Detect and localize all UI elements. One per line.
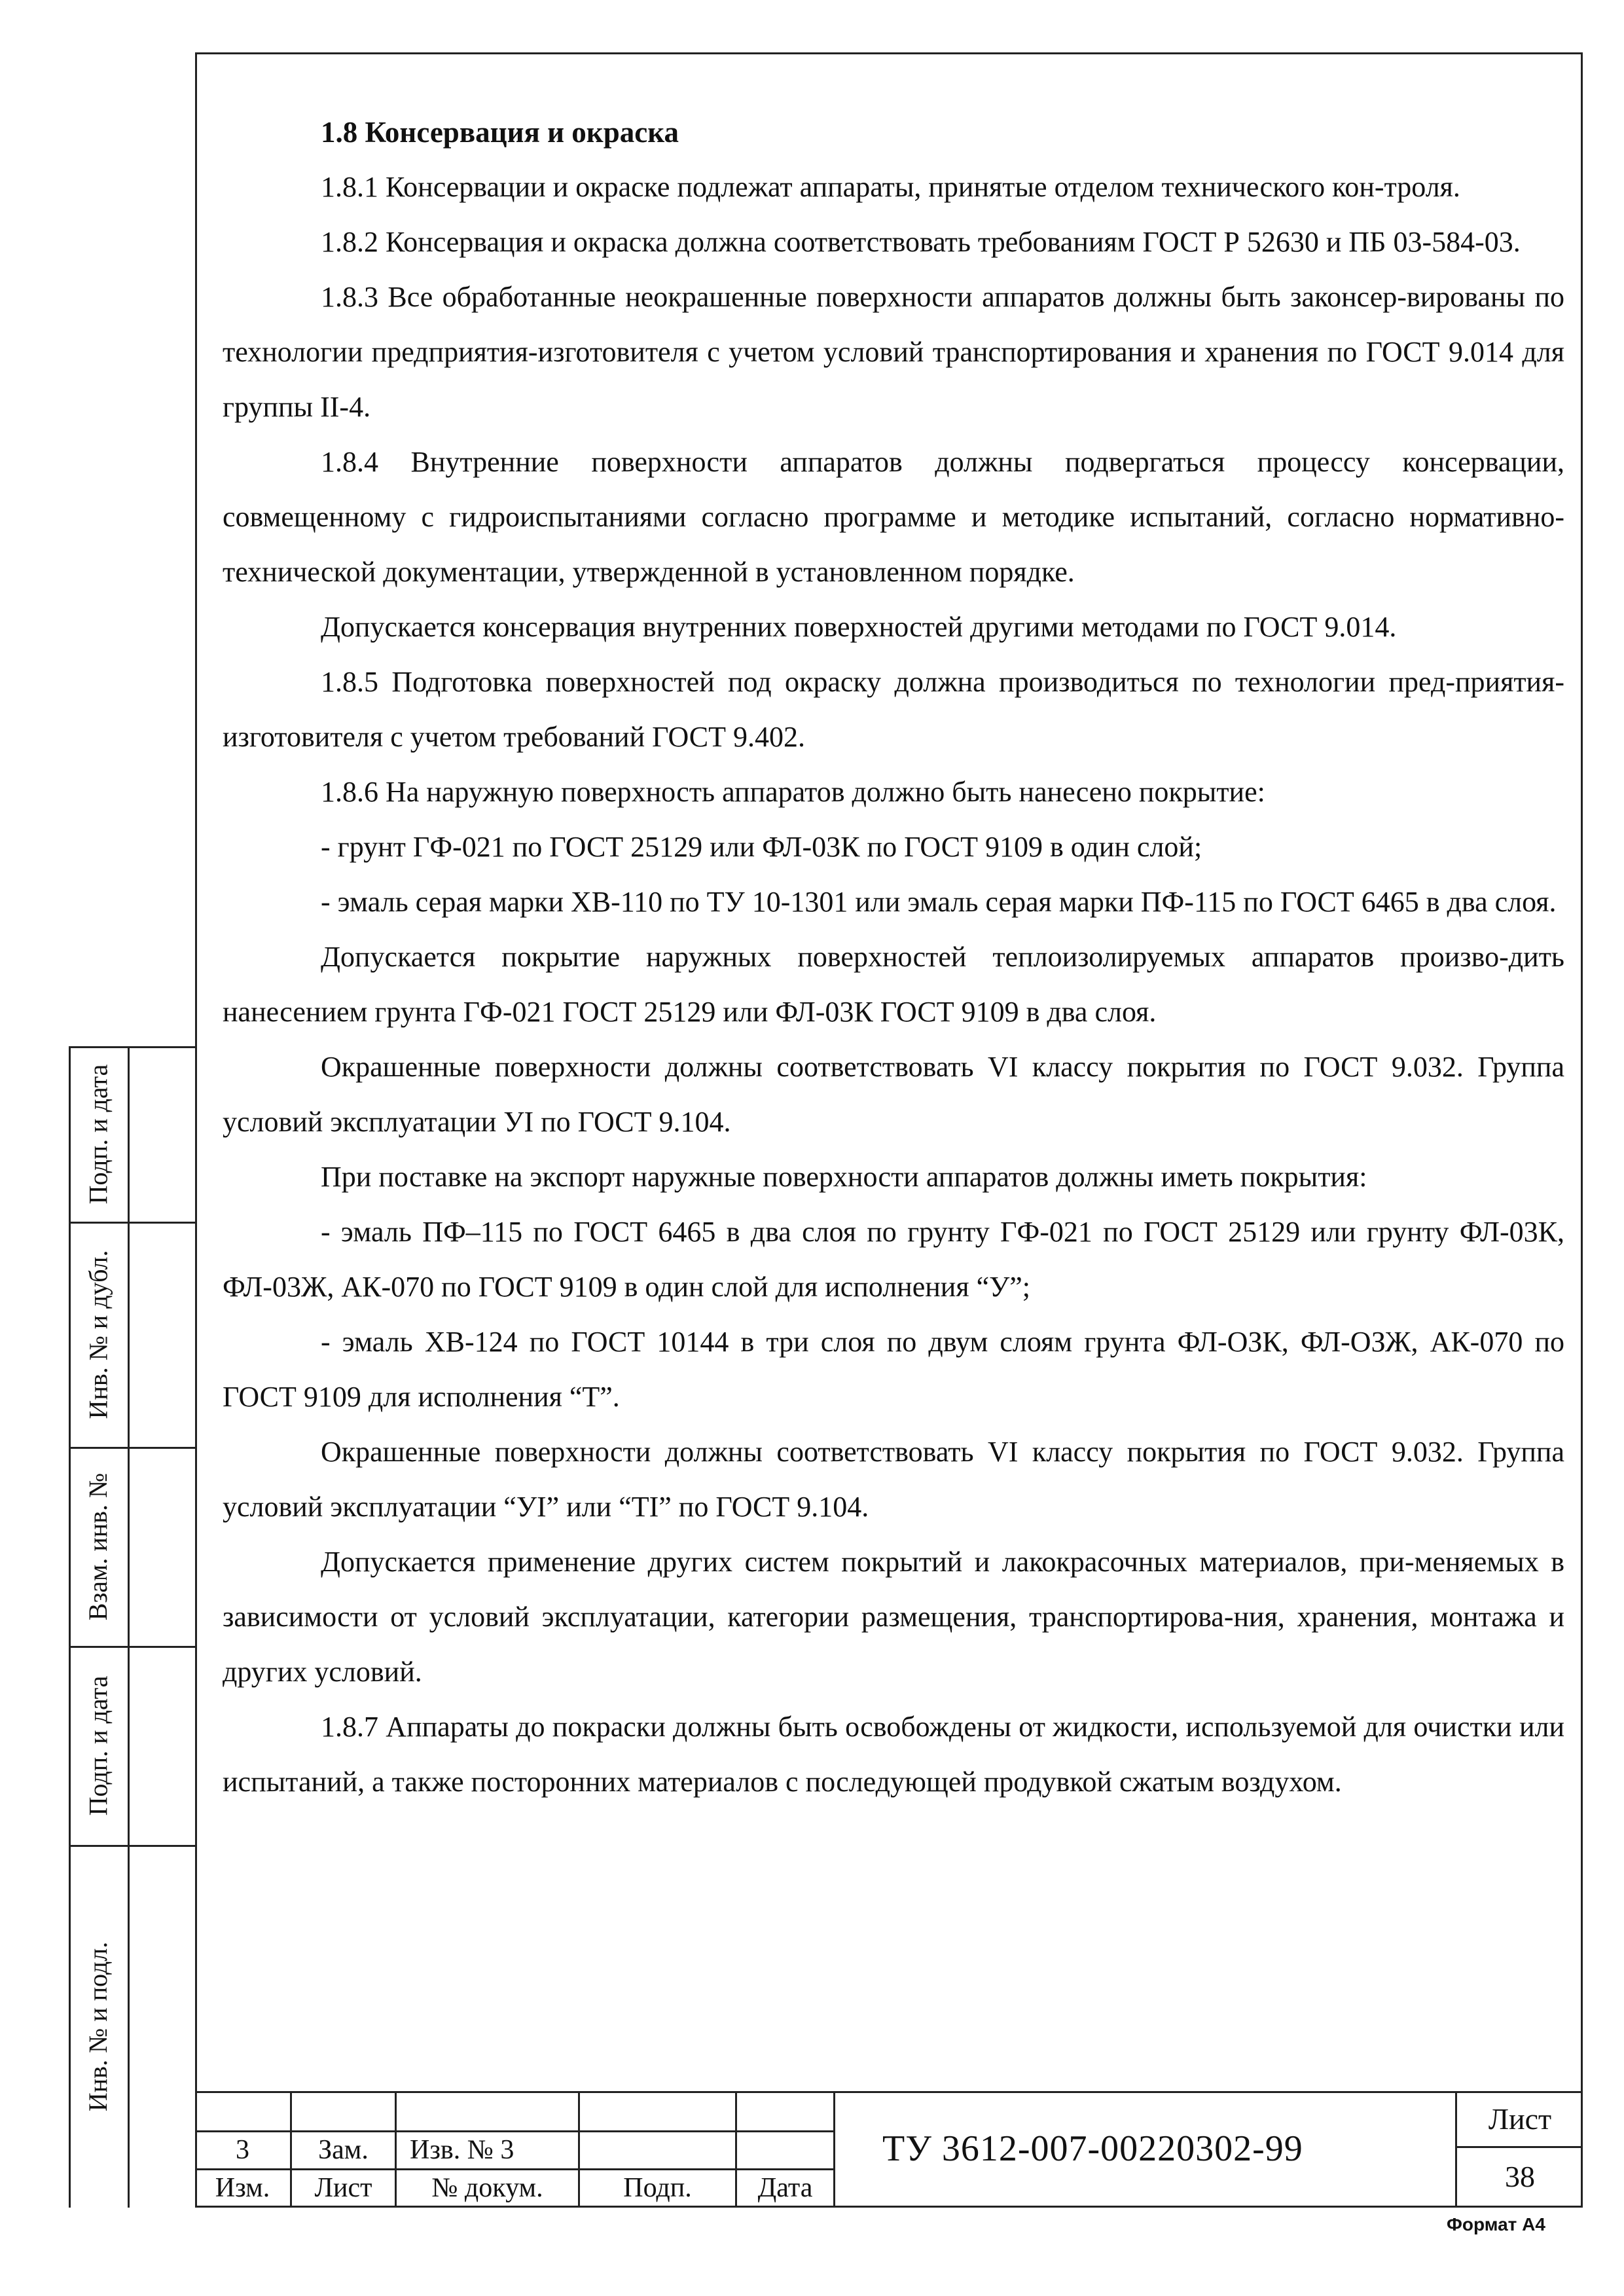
- paragraph: - эмаль ХВ-124 по ГОСТ 10144 в три слоя по двум слоям грунта ФЛ-ОЗК, ФЛ-ОЗЖ, АК-070 по ГОСТ 9109 для исполнения “Т”.: [223, 1326, 1564, 1413]
- sidebar-label-inv-dupl: Инв. № и дубл.: [83, 1250, 113, 1419]
- section-title: 1.8 Консервация и окраска: [321, 116, 679, 149]
- header-change: Изм.: [215, 2173, 270, 2203]
- header-date: Дата: [757, 2173, 813, 2203]
- paragraph: - грунт ГФ-021 по ГОСТ 25129 или ФЛ-03К по ГОСТ 9109 в один слой;: [321, 831, 1202, 863]
- sidebar-label-inv-orig: Инв. № и подл.: [83, 1941, 113, 2111]
- paragraph: 1.8.6 На наружную поверхность аппаратов должно быть нанесено покрытие:: [321, 776, 1265, 808]
- title-block: [195, 2091, 1583, 2208]
- paragraph: Окрашенные поверхности должны соответствовать VI классу покрытия по ГОСТ 9.032. Группа условий эксплуатации УI по ГОСТ 9.104.: [223, 1051, 1564, 1138]
- paragraph: 1.8.1 Консервации и окраске подлежат аппараты, принятые отделом технического кон-троля.: [321, 171, 1460, 203]
- header-signature: Подп.: [623, 2173, 692, 2203]
- paragraph: 1.8.2 Консервация и окраска должна соответствовать требованиям ГОСТ Р 52630 и ПБ 03-584-03.: [321, 226, 1521, 258]
- paragraph: 1.8.5 Подготовка поверхностей под окраску должна производиться по технологии пред-приятия-изготовителя с учетом требований ГОСТ 9.402.: [223, 666, 1564, 753]
- sidebar-label-sign-date-2: Подп. и дата: [83, 1675, 113, 1815]
- document-number: ТУ 3612-007-00220302-99: [882, 2128, 1303, 2169]
- header-sheet: Лист: [314, 2173, 372, 2203]
- change-number: 3: [236, 2135, 249, 2165]
- paragraphs: [223, 160, 1564, 1810]
- paragraph: 1.8.3 Все обработанные неокрашенные поверхности аппаратов должны быть законсер-вированы по технологии предприятия-изготовителя с учетом условий транспортирования и хранения по ГОСТ 9.014 для группы II-4.: [223, 281, 1564, 423]
- paragraph: - эмаль ПФ–115 по ГОСТ 6465 в два слоя по грунту ГФ-021 по ГОСТ 25129 или грунту ФЛ-03К, ФЛ-03Ж, АК-070 по ГОСТ 9109 в один слой для исполнения “У”;: [223, 1216, 1564, 1303]
- sheet-number: 38: [1505, 2160, 1535, 2193]
- change-doc: Изв. № 3: [410, 2135, 514, 2165]
- paragraph: Допускается консервация внутренних поверхностей другими методами по ГОСТ 9.014.: [321, 611, 1397, 643]
- sidebar-label-replace-inv: Взам. инв. №: [83, 1472, 113, 1620]
- paragraph: Допускается покрытие наружных поверхностей теплоизолируемых аппаратов произво-дить нанесением грунта ГФ-021 ГОСТ 25129 или ФЛ-03К ГОСТ 9109 в два слоя.: [223, 941, 1564, 1028]
- paragraph: 1.8.4 Внутренние поверхности аппаратов должны подвергаться процессу консервации, совмещенному с гидроиспытаниями согласно программе и методике испытаний, согласно нормативно-технической документации, утвержденной в установленном порядке.: [223, 446, 1564, 588]
- paragraph: При поставке на экспорт наружные поверхности аппаратов должны иметь покрытия:: [321, 1161, 1367, 1193]
- left-sidebar: [69, 1046, 195, 2208]
- sheet-label: Лист: [1488, 2102, 1552, 2136]
- document-body: [223, 105, 1564, 1810]
- paragraph: Окрашенные поверхности должны соответствовать VI классу покрытия по ГОСТ 9.032. Группа условий эксплуатации “УI” или “TI” по ГОСТ 9.104.: [223, 1436, 1564, 1523]
- paragraph: - эмаль серая марки ХВ-110 по ТУ 10-1301 или эмаль серая марки ПФ-115 по ГОСТ 6465 в два слоя.: [321, 886, 1557, 918]
- paragraph: Допускается применение других систем покрытий и лакокрасочных материалов, при-меняемых в зависимости от условий эксплуатации, категории размещения, транспортирова-ния, хранения, монтажа и других условий.: [223, 1546, 1564, 1688]
- paragraph: 1.8.7 Аппараты до покраски должны быть освобождены от жидкости, используемой для очистки или испытаний, а также посторонних материалов с последующей продувкой сжатым воздухом.: [223, 1711, 1564, 1798]
- change-sheet: Зам.: [318, 2135, 369, 2165]
- format-label: Формат А4: [1447, 2214, 1545, 2234]
- sidebar-label-sign-date-1: Подп. и дата: [83, 1064, 113, 1204]
- header-doc-number: № докум.: [431, 2173, 543, 2203]
